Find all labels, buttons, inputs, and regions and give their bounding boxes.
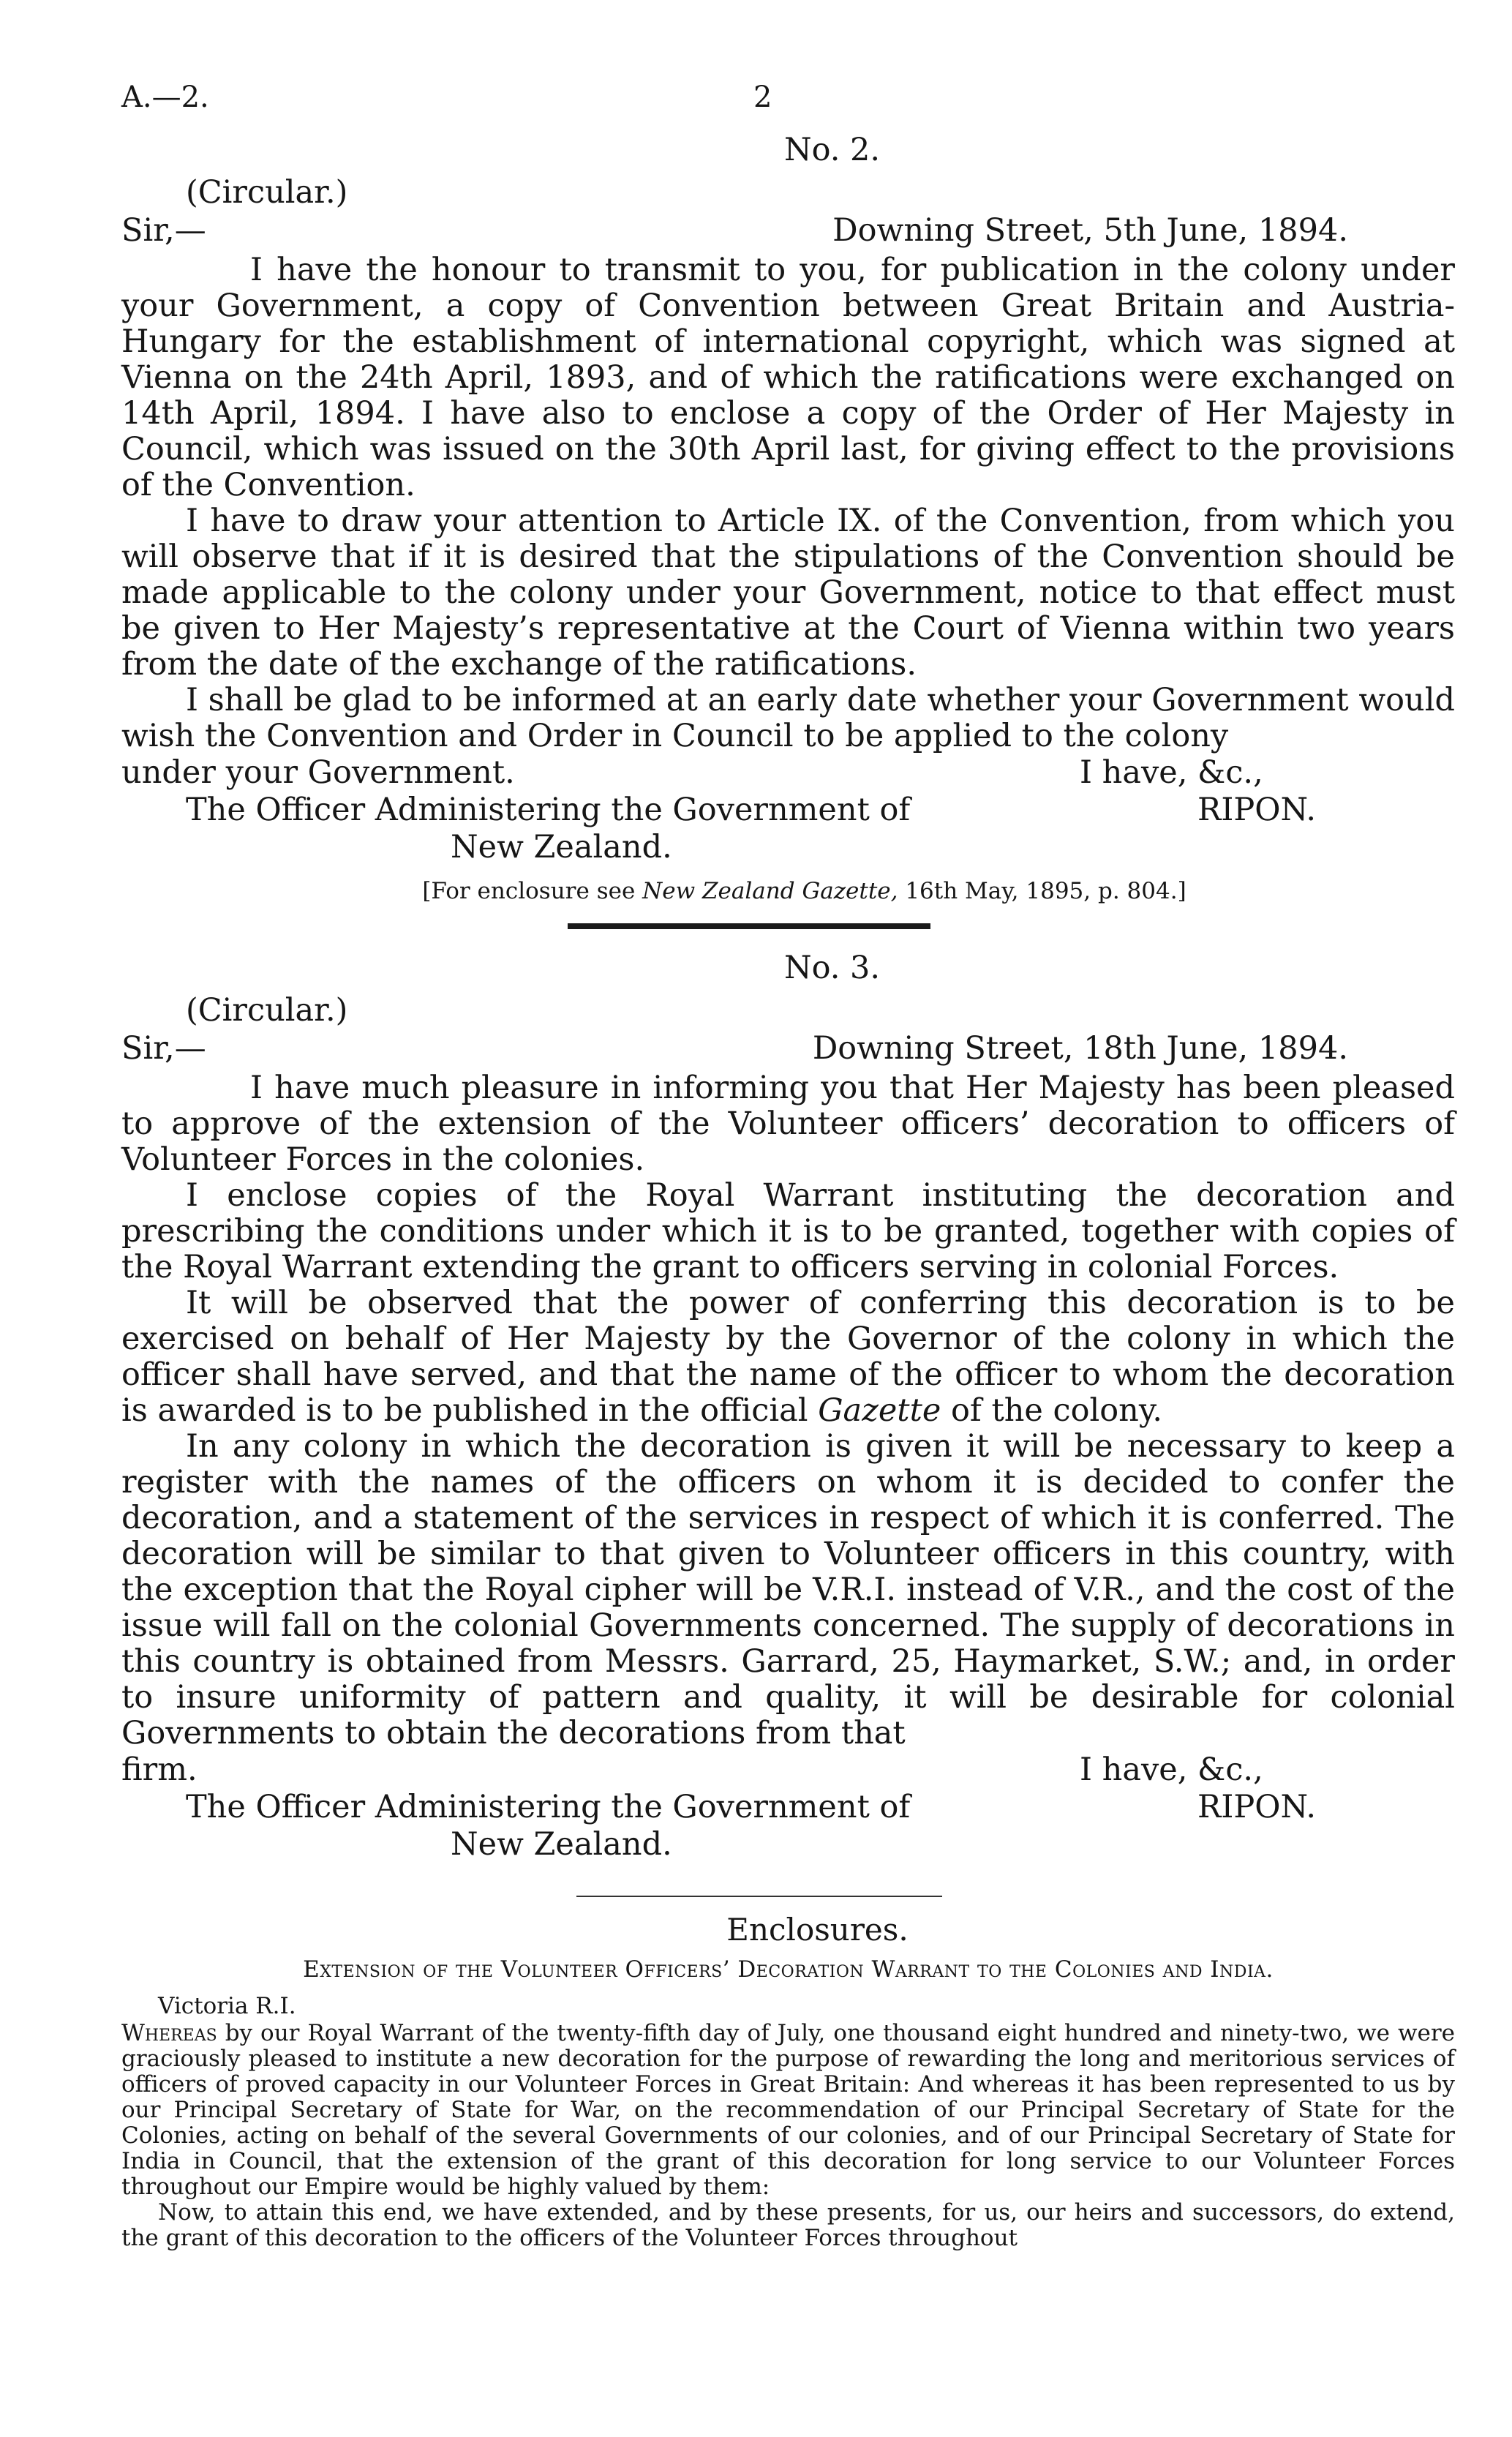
whereas-text: by our Royal Warrant of the twenty-fifth day of July, one thousand eight hundred and ninety-two, we were graciously pleased to institute a new decoration for the purpose of rewarding the long and meritorious services of officers of proved capacity in our Volunteer Forces in Great Britain: And whereas it has been represented to us by our Principal Secretary of State for War, on the recommendation of our Principal Secretary of State for the Colonies, acting on behalf of the several Governments of our colonies, and of our Principal Secretary of State for India in Council, that the extension of the grant of this decoration for long service to our Volunteer Forces throughout our Empire would be highly valued by them:: [121, 2020, 1455, 2200]
enclosures-section: [121, 1912, 1455, 2251]
recipient-location: New Zealand.: [451, 829, 672, 865]
letter-no-3: [121, 950, 1455, 1863]
enclosure-note-gazette: New Zealand Gazette,: [642, 878, 898, 904]
whereas-paragraph: [121, 2021, 1455, 2200]
letter-paragraph: I have to draw your attention to Article IX. of the Convention, from which you will observe that if it is desired that the stipulations of the Convention should be made applicable to the colony under your Government, notice to that effect must be given to Her Majesty’s representative at the Court of Vienna within two years from the date of the exchange of the ratifications.: [121, 503, 1455, 683]
signatory: RIPON.: [1197, 1789, 1317, 1825]
letter-paragraph: [121, 1285, 1455, 1429]
enclosure-note-suffix: 16th May, 1895, p. 804.]: [898, 878, 1186, 904]
enclosure-note-prefix: [For enclosure see: [422, 878, 643, 904]
document-reference: A.—2.: [121, 80, 209, 114]
closing-line: firm.: [121, 1751, 198, 1788]
signatory: RIPON.: [1197, 792, 1317, 828]
signoff-row: [121, 754, 1455, 792]
recipient-row: [121, 1789, 1455, 1826]
dateline: Downing Street, 18th June, 1894.: [812, 1030, 1348, 1067]
section-divider-thick: [568, 923, 930, 929]
circular-label: (Circular.): [186, 174, 348, 211]
gazette-italic: Gazette: [818, 1392, 941, 1429]
royal-signature: Victoria R.I.: [158, 1993, 296, 2019]
now-paragraph: Now, to attain this end, we have extended, and by these presents, for us, our heirs and successors, do extend, the grant of this decoration to the officers of the Volunteer Forces throughout: [121, 2199, 1455, 2251]
running-head: [121, 80, 1455, 132]
closing: I have, &c.,: [1080, 1751, 1263, 1788]
salutation-row: [121, 1030, 1455, 1070]
recipient-row: [121, 792, 1455, 829]
letter-paragraph: I have the honour to transmit to you, for publication in the colony under your Government, a copy of Convention between Great Britain and Austria-Hungary for the establishment of international copyright, which was signed at Vienna on the 24th April, 1893, and of which the ratifications were exchanged on 14th April, 1894. I have also to enclose a copy of the Order of Her Majesty in Council, which was issued on the 30th April last, for giving effect to the provisions of the Convention.: [121, 252, 1455, 503]
dateline: Downing Street, 5th June, 1894.: [832, 212, 1348, 249]
letter-number: No. 2.: [783, 132, 881, 168]
recipient-title: The Officer Administering the Government of: [186, 1789, 911, 1825]
section-divider-thin: [576, 1896, 942, 1897]
letter-paragraph: I enclose copies of the Royal Warrant instituting the decoration and prescribing the conditions under which it is to be granted, together with copies of the Royal Warrant extending the grant to officers serving in colonial Forces.: [121, 1177, 1455, 1285]
whereas-word: Whereas: [121, 2020, 217, 2046]
closing-line: under your Government.: [121, 754, 515, 791]
recipient-location: New Zealand.: [451, 1826, 672, 1863]
para-text: of the colony.: [941, 1392, 1163, 1429]
page-number: 2: [753, 80, 772, 114]
circular-label: (Circular.): [186, 992, 348, 1029]
letter-paragraph: I shall be glad to be informed at an early date whether your Government would wish the Convention and Order in Council to be applied to the colony: [121, 682, 1455, 754]
closing: I have, &c.,: [1080, 754, 1263, 791]
enclosures-heading: Enclosures.: [726, 1912, 909, 1948]
signoff-row: [121, 1751, 1455, 1789]
para-text: It will be observed that the power of conferring this decoration is to be exercised on behalf of Her Majesty by the Governor of the colony in which the officer shall have served, and that the name of the officer to whom the decoration is awarded is to be published in the official: [121, 1285, 1455, 1429]
letter-no-2: [121, 132, 1455, 904]
letter-paragraph: In any colony in which the decoration is given it will be necessary to keep a register with the names of the officers on whom it is decided to confer the decoration, and a statement of the services in respect of which it is conferred. The decoration will be similar to that given to Volunteer officers in this country, with the exception that the Royal cipher will be V.R.I. instead of V.R., and the cost of the issue will fall on the colonial Governments concerned. The supply of decorations in this country is obtained from Messrs. Garrard, 25, Haymarket, S.W.; and, in order to insure uniformity of pattern and quality, it will be desirable for colonial Governments to obtain the decorations from that: [121, 1428, 1455, 1751]
letter-paragraph: I have much pleasure in informing you that Her Majesty has been pleased to approve of the extension of the Volunteer officers’ decoration to officers of Volunteer Forces in the colonies.: [121, 1070, 1455, 1178]
warrant-title: Extension of the Volunteer Officers’ Decoration Warrant to the Colonies and India.: [303, 1956, 1274, 1983]
salutation: Sir,—: [121, 1030, 206, 1067]
salutation-row: [121, 212, 1455, 252]
salutation: Sir,—: [121, 212, 206, 249]
letter-number: No. 3.: [783, 950, 881, 986]
recipient-title: The Officer Administering the Government of: [186, 792, 911, 828]
enclosure-note: [121, 878, 1455, 904]
